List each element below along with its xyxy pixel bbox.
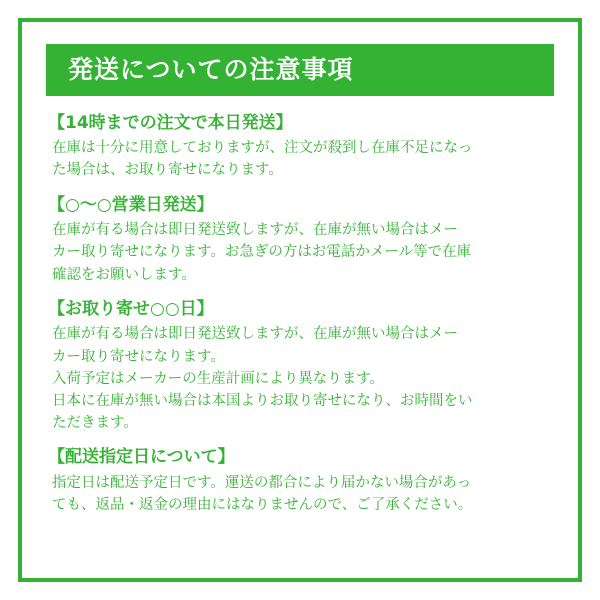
section-heading: 【14時までの注文で本日発送】 <box>48 112 293 133</box>
notice-section-same-day <box>46 112 554 182</box>
section-body <box>46 137 554 181</box>
section-line: 入荷予定はメーカーの生産計画により異なります。 <box>52 370 385 387</box>
section-body <box>46 219 554 285</box>
section-line: カー取り寄せになります。お急ぎの方はお電話かメール等で在庫 <box>52 244 472 261</box>
section-heading: 【○〜○営業日発送】 <box>48 194 214 215</box>
section-line: 日本に在庫が無い場合は本国よりお取り寄せになり、お時間をい <box>52 392 473 409</box>
section-line: 在庫は十分に用意しておりますが、注文が殺到し在庫不足になっ <box>52 140 473 157</box>
section-line: ても、返品・返金の理由にはなりませんので、ご了承ください。 <box>52 496 473 513</box>
section-line: ただきます。 <box>52 414 138 431</box>
section-body <box>46 323 554 433</box>
section-heading: 【お取り寄せ○○日】 <box>48 298 214 319</box>
section-line: た場合は、お取り寄せになります。 <box>52 162 283 179</box>
section-line: 指定日は配送予定日です。運送の都合により届かない場合があっ <box>52 474 472 491</box>
section-line: カー取り寄せになります。 <box>52 348 225 365</box>
section-body <box>46 472 554 516</box>
notice-section-business-days <box>46 194 554 286</box>
section-line: 在庫が有る場合は即日発送致しますが、在庫が無い場合はメー <box>52 326 458 343</box>
notice-section-delivery-date <box>46 446 554 516</box>
notice-section-backorder <box>46 298 554 434</box>
notice-frame <box>18 18 582 582</box>
section-heading: 【配送指定日について】 <box>48 446 235 467</box>
page-title: 発送についての注意事項 <box>46 44 554 96</box>
section-line: 在庫が有る場合は即日発送致しますが、在庫が無い場合はメー <box>52 222 458 239</box>
section-line: 確認をお願いします。 <box>52 266 196 283</box>
